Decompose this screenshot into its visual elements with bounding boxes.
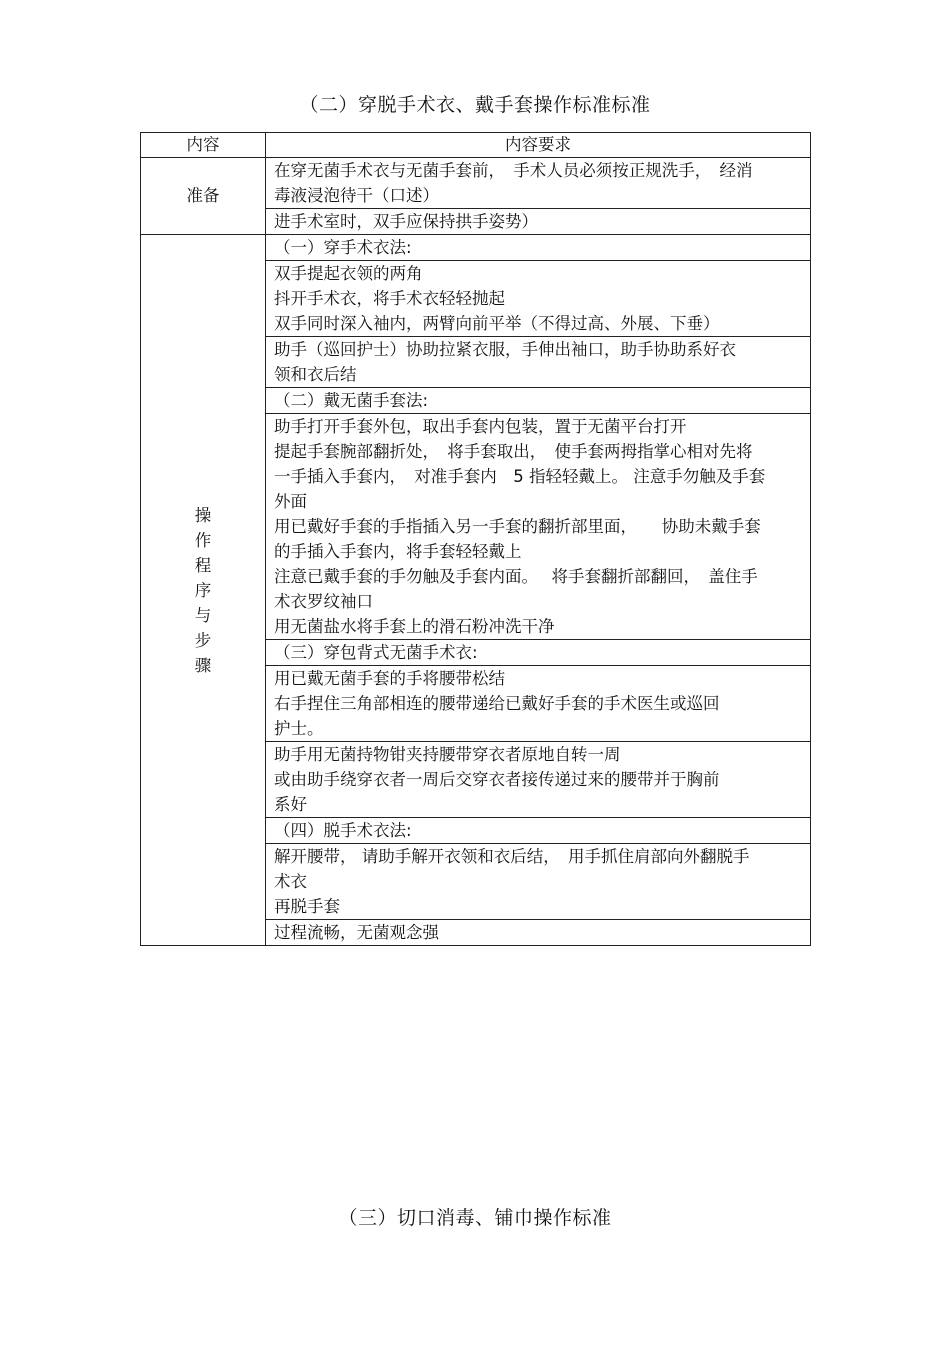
table-cell bbox=[266, 414, 811, 640]
table-row bbox=[141, 158, 811, 209]
cell-line: 助手（巡回护士）协助拉紧衣服，手伸出袖口，助手协助系好衣 bbox=[274, 340, 736, 359]
table-header-row bbox=[141, 133, 811, 158]
category-procedure-label: 操作程序与步骤 bbox=[194, 505, 212, 675]
table-row bbox=[141, 235, 811, 261]
cell-line: 的手插入手套内，将手套轻轻戴上 bbox=[274, 542, 522, 561]
cell-line: 外面 bbox=[274, 492, 307, 511]
column-header-content: 内容 bbox=[141, 133, 266, 158]
table-cell bbox=[266, 337, 811, 388]
cell-line: 再脱手套 bbox=[274, 897, 340, 916]
cell-line: 用无菌盐水将手套上的滑石粉冲洗干净 bbox=[274, 617, 555, 636]
table-cell bbox=[266, 261, 811, 337]
cell-line: 系好 bbox=[274, 795, 307, 814]
category-prep: 准备 bbox=[141, 158, 266, 235]
cell-line: （一）穿手术衣法: bbox=[274, 238, 412, 257]
cell-line: 双手同时深入袖内，两臂向前平举（不得过高、外展、下垂） bbox=[274, 314, 720, 333]
section-heading bbox=[266, 640, 811, 666]
cell-line: 毒液浸泡待干（口述） bbox=[274, 186, 439, 205]
cell-line: 领和衣后结 bbox=[274, 365, 357, 384]
cell-line: 用已戴好手套的手指插入另一手套的翻折部里面， 协助未戴手套 bbox=[274, 517, 761, 536]
cell-line: 抖开手术衣，将手术衣轻轻抛起 bbox=[274, 289, 505, 308]
cell-line: 进手术室时，双手应保持拱手姿势） bbox=[274, 212, 538, 231]
table-cell bbox=[266, 209, 811, 235]
cell-line: （四）脱手术衣法: bbox=[274, 821, 412, 840]
table-cell bbox=[266, 844, 811, 920]
standards-table bbox=[140, 132, 811, 946]
cell-line: 或由助手绕穿衣者一周后交穿衣者接传递过来的腰带并于胸前 bbox=[274, 770, 720, 789]
cell-line: 护士。 bbox=[274, 719, 324, 738]
cell-line: 过程流畅，无菌观念强 bbox=[274, 923, 439, 942]
cell-line: （三）穿包背式无菌手术衣: bbox=[274, 643, 478, 662]
section-heading bbox=[266, 388, 811, 414]
column-header-requirements: 内容要求 bbox=[266, 133, 811, 158]
section-heading bbox=[266, 818, 811, 844]
cell-line: 术衣 bbox=[274, 872, 307, 891]
table-cell bbox=[266, 666, 811, 742]
page-title: （二）穿脱手术衣、戴手套操作标准标准 bbox=[299, 94, 651, 116]
cell-line: 提起手套腕部翻折处， 将手套取出， 使手套两拇指掌心相对先将 bbox=[274, 442, 753, 461]
section-heading bbox=[266, 235, 811, 261]
cell-line: 注意已戴手套的手勿触及手套内面。 将手套翻折部翻回， 盖住手 bbox=[274, 567, 758, 586]
cell-line: 双手提起衣领的两角 bbox=[274, 264, 423, 283]
cell-line: 右手捏住三角部相连的腰带递给已戴好手套的手术医生或巡回 bbox=[274, 694, 720, 713]
table-cell bbox=[266, 158, 811, 209]
cell-line: 术衣罗纹袖口 bbox=[274, 592, 373, 611]
table-cell bbox=[266, 742, 811, 818]
category-procedure bbox=[141, 235, 266, 946]
cell-line: 一手插入手套内， 对准手套内 5 指轻轻戴上。 注意手勿触及手套 bbox=[274, 467, 766, 486]
cell-line: （二）戴无菌手套法: bbox=[274, 391, 429, 410]
table-cell bbox=[266, 920, 811, 946]
cell-line: 用已戴无菌手套的手将腰带松结 bbox=[274, 669, 505, 688]
cell-line: 解开腰带， 请助手解开衣领和衣后结， 用手抓住肩部向外翻脱手 bbox=[274, 847, 750, 866]
cell-line: 在穿无菌手术衣与无菌手套前， 手术人员必须按正规洗手， 经消 bbox=[274, 161, 753, 180]
section-title: （三）切口消毒、铺巾操作标准 bbox=[338, 1207, 612, 1229]
cell-line: 助手用无菌持物钳夹持腰带穿衣者原地自转一周 bbox=[274, 745, 621, 764]
cell-line: 助手打开手套外包，取出手套内包装，置于无菌平台打开 bbox=[274, 417, 687, 436]
